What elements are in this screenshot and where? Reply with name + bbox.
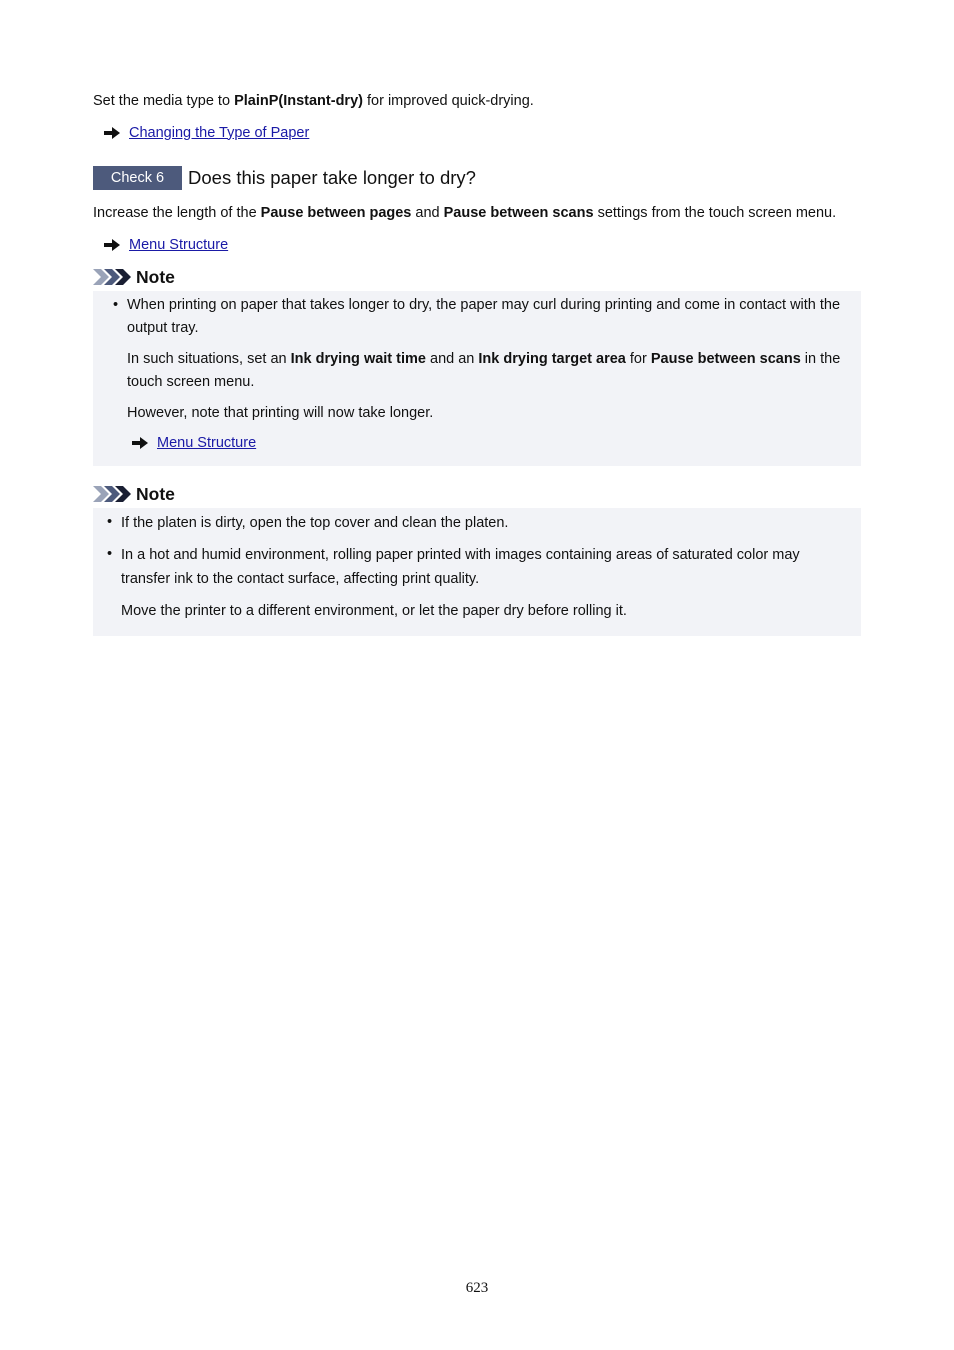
list-item [107, 511, 849, 535]
right-arrow-icon [132, 437, 148, 449]
bullet: • [107, 546, 113, 562]
list-item [113, 294, 849, 454]
link-row-menu-structure-note [127, 431, 849, 454]
page-number: 623 [465, 1280, 489, 1296]
note-1-item-sub-2: However, note that printing will now take longer. [127, 405, 434, 421]
note-2-item-1-text: If the platen is dirty, open the top cover and clean the platen. [121, 515, 509, 531]
check-badge: Check 6 [93, 166, 182, 190]
right-arrow-icon [104, 127, 120, 139]
menu-structure-link[interactable]: Menu Structure [157, 434, 257, 451]
note-2-item-2-sub: Move the printer to a different environment, or let the paper dry before rolling it. [121, 603, 627, 619]
note-title: Note [136, 483, 175, 504]
note-title: Note [136, 266, 175, 287]
bullet: • [113, 297, 119, 313]
changing-type-of-paper-link[interactable]: Changing the Type of Paper [129, 124, 310, 141]
check-title: Does this paper take longer to dry? [188, 167, 476, 188]
bullet: • [107, 514, 113, 530]
note-2-item-2-text: In a hot and humid environment, rolling paper printed with images containing areas of saturated color may transfer ink to the contact surface, affecting print quality. [121, 547, 800, 587]
note-chevrons-icon [93, 486, 131, 502]
link-row-change-paper [93, 121, 861, 144]
note-2-box [93, 508, 861, 636]
note-1-item-sub-1: In such situations, set an Ink drying wait time and an Ink drying target area for Pause between scans in the touch screen menu. [127, 351, 841, 390]
check-6-paragraph: Increase the length of the Pause between pages and Pause between scans settings from the touch screen menu. [93, 205, 837, 221]
link-row-menu-structure [93, 233, 861, 256]
note-2-heading [93, 483, 861, 505]
page-content [93, 90, 861, 636]
intro-paragraph: Set the media type to PlainP(Instant-dry) for improved quick-drying. [93, 93, 534, 109]
list-item [107, 543, 849, 623]
note-1-heading [93, 266, 861, 288]
note-1-box [93, 291, 861, 466]
right-arrow-icon [104, 239, 120, 251]
note-1-item-text: When printing on paper that takes longer to dry, the paper may curl during printing and come in contact with the output tray. [127, 297, 841, 336]
check-6-heading [93, 166, 861, 190]
note-chevrons-icon [93, 269, 131, 285]
menu-structure-link[interactable]: Menu Structure [129, 236, 229, 253]
